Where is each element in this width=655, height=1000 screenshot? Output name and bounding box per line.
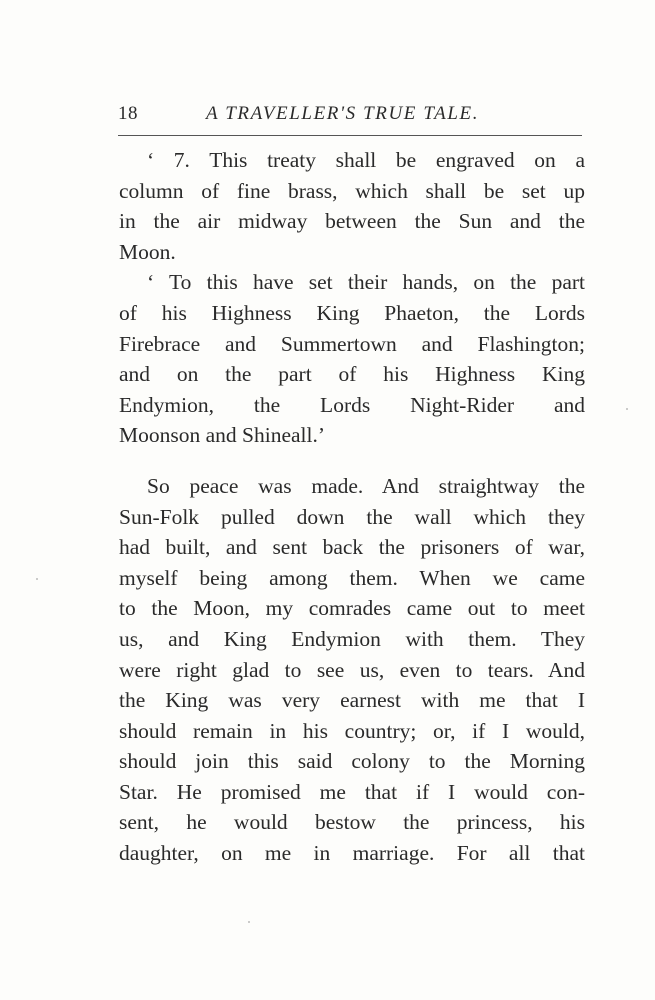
text-line: sent, he would bestow the princess, his <box>119 810 585 835</box>
paragraph-peace <box>119 471 585 869</box>
text-line: daughter, on me in marriage. For all that <box>119 841 585 866</box>
text-line: should remain in his country; or, if I would, <box>119 718 585 743</box>
text-line: myself being among them. When we came <box>119 565 585 590</box>
paper-speck <box>626 408 628 410</box>
paper-speck <box>36 578 38 580</box>
text-line: Moon. <box>119 239 176 264</box>
text-line: Star. He promised me that if I would con- <box>119 779 585 804</box>
text-line: in the air midway between the Sun and the <box>119 209 585 234</box>
text-line: the King was very earnest with me that I <box>119 688 585 713</box>
header-rule <box>118 135 582 136</box>
text-line: Moonson and Shineall.’ <box>119 423 326 448</box>
paragraph-signatories <box>119 267 585 451</box>
text-line: Sun-Folk pulled down the wall which they <box>119 504 585 529</box>
running-title: A TRAVELLER'S TRUE TALE. <box>206 103 480 124</box>
text-line: ‘ To this have set their hands, on the part <box>147 270 585 295</box>
page-number: 18 <box>118 103 138 124</box>
text-line: should join this said colony to the Morning <box>119 749 585 774</box>
text-line: of his Highness King Phaeton, the Lords <box>119 300 585 325</box>
text-line: were right glad to see us, even to tears. And <box>119 657 585 682</box>
page-header <box>118 103 582 131</box>
text-line: to the Moon, my comrades came out to meet <box>119 596 585 621</box>
text-line: had built, and sent back the prisoners of war, <box>119 535 585 560</box>
body-text <box>119 145 585 869</box>
text-line: Endymion, the Lords Night-Rider and <box>119 392 585 417</box>
text-line: and on the part of his Highness King <box>119 362 585 387</box>
paper-speck <box>248 921 250 923</box>
text-line: us, and King Endymion with them. They <box>119 626 585 651</box>
paragraph-treaty-article <box>119 145 585 267</box>
text-line: Firebrace and Summertown and Flashington; <box>119 331 585 356</box>
text-line: column of fine brass, which shall be set up <box>119 178 585 203</box>
text-line: So peace was made. And straightway the <box>147 473 585 498</box>
text-line: ‘ 7. This treaty shall be engraved on a <box>147 148 585 172</box>
